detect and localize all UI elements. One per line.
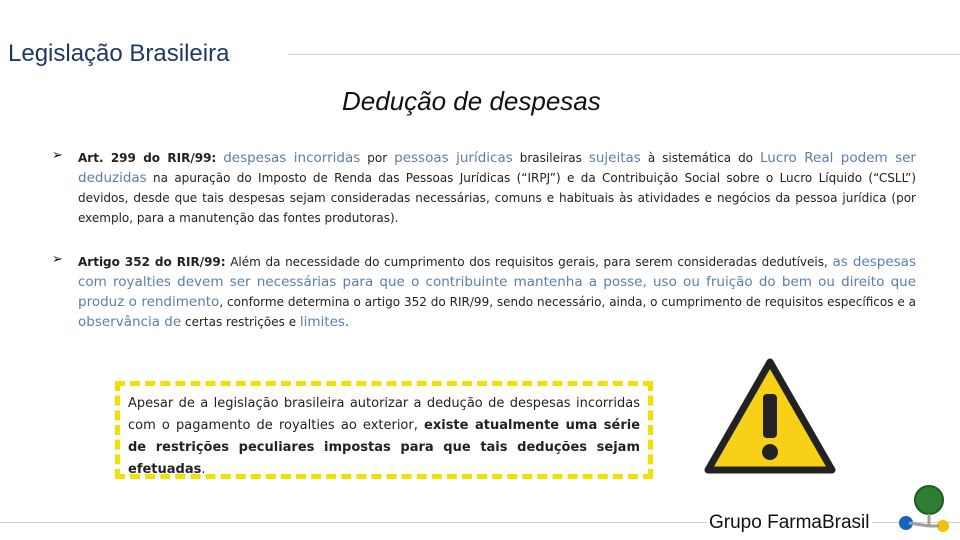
callout-text (128, 393, 640, 481)
bullet-text (78, 252, 916, 332)
body-text: à sistemática do (647, 151, 754, 165)
highlight-text: pessoas jurídicas (394, 150, 513, 166)
section-title: Dedução de despesas (342, 86, 601, 116)
warning-icon (702, 356, 838, 476)
callout-end-text: . (201, 462, 206, 477)
header-divider (288, 54, 960, 55)
body-text: certas restrições e (184, 315, 297, 329)
body-text: , conforme determina o artigo 352 do RIR/99, sendo necessário, ainda, o cumprimento de requisitos específicos e a (219, 295, 917, 309)
body-text: Além da necessidade do cumprimento dos requisitos gerais, para serem consideradas dedutíveis, (230, 255, 828, 269)
highlight-text: limites (299, 314, 345, 330)
body-text: por (367, 151, 388, 165)
bullet-list (52, 148, 916, 332)
bullet-text (78, 148, 916, 228)
callout-box (115, 381, 653, 479)
legal-reference: Artigo 352 do RIR/99: (78, 255, 226, 269)
body-text: na apuração do Imposto de Renda das Pessoas Jurídicas (“IRPJ”) e da Contribuição Social sobre o Lucro Líquido (“CSLL”) devidos, desde que tais despesas sejam consideradas necessárias, comuns e habituais às atividades e negócios da pessoa jurídica (por exemplo, para a manutenção das fontes produtoras). (78, 171, 917, 225)
page-header-title: Legislação Brasileira (8, 40, 230, 67)
highlight-text: observância de (78, 314, 182, 330)
legal-reference: Art. 299 do RIR/99: (78, 151, 217, 165)
brand-name: Grupo FarmaBrasil (709, 512, 870, 533)
highlight-text: sujeitas (588, 150, 641, 166)
callout-bold-text: existe atualmente uma série de restrições peculiares impostas para que tais deduções sejam efetuadas (128, 418, 641, 477)
bullet-item-art-352 (52, 252, 916, 332)
farmabrasil-logo-icon (895, 482, 957, 538)
body-text: brasileiras (519, 151, 582, 165)
highlight-text: as despesas com royalties devem ser necessárias para que o contribuinte mantenha a posse, uso ou fruição do bem ou direito que produz o rendimento (78, 254, 916, 310)
bullet-item-art-299 (52, 148, 916, 228)
callout-normal-text: Apesar de a legislação brasileira autorizar a dedução de despesas incorridas com o pagamento de royalties ao exterior, (128, 396, 640, 433)
body-text: . (344, 315, 349, 329)
arrow-bullet-icon: ➢ (52, 252, 63, 267)
highlight-text: despesas incorridas (223, 150, 361, 166)
highlight-text: Lucro Real podem ser deduzidas (78, 150, 916, 186)
arrow-bullet-icon: ➢ (52, 148, 63, 163)
